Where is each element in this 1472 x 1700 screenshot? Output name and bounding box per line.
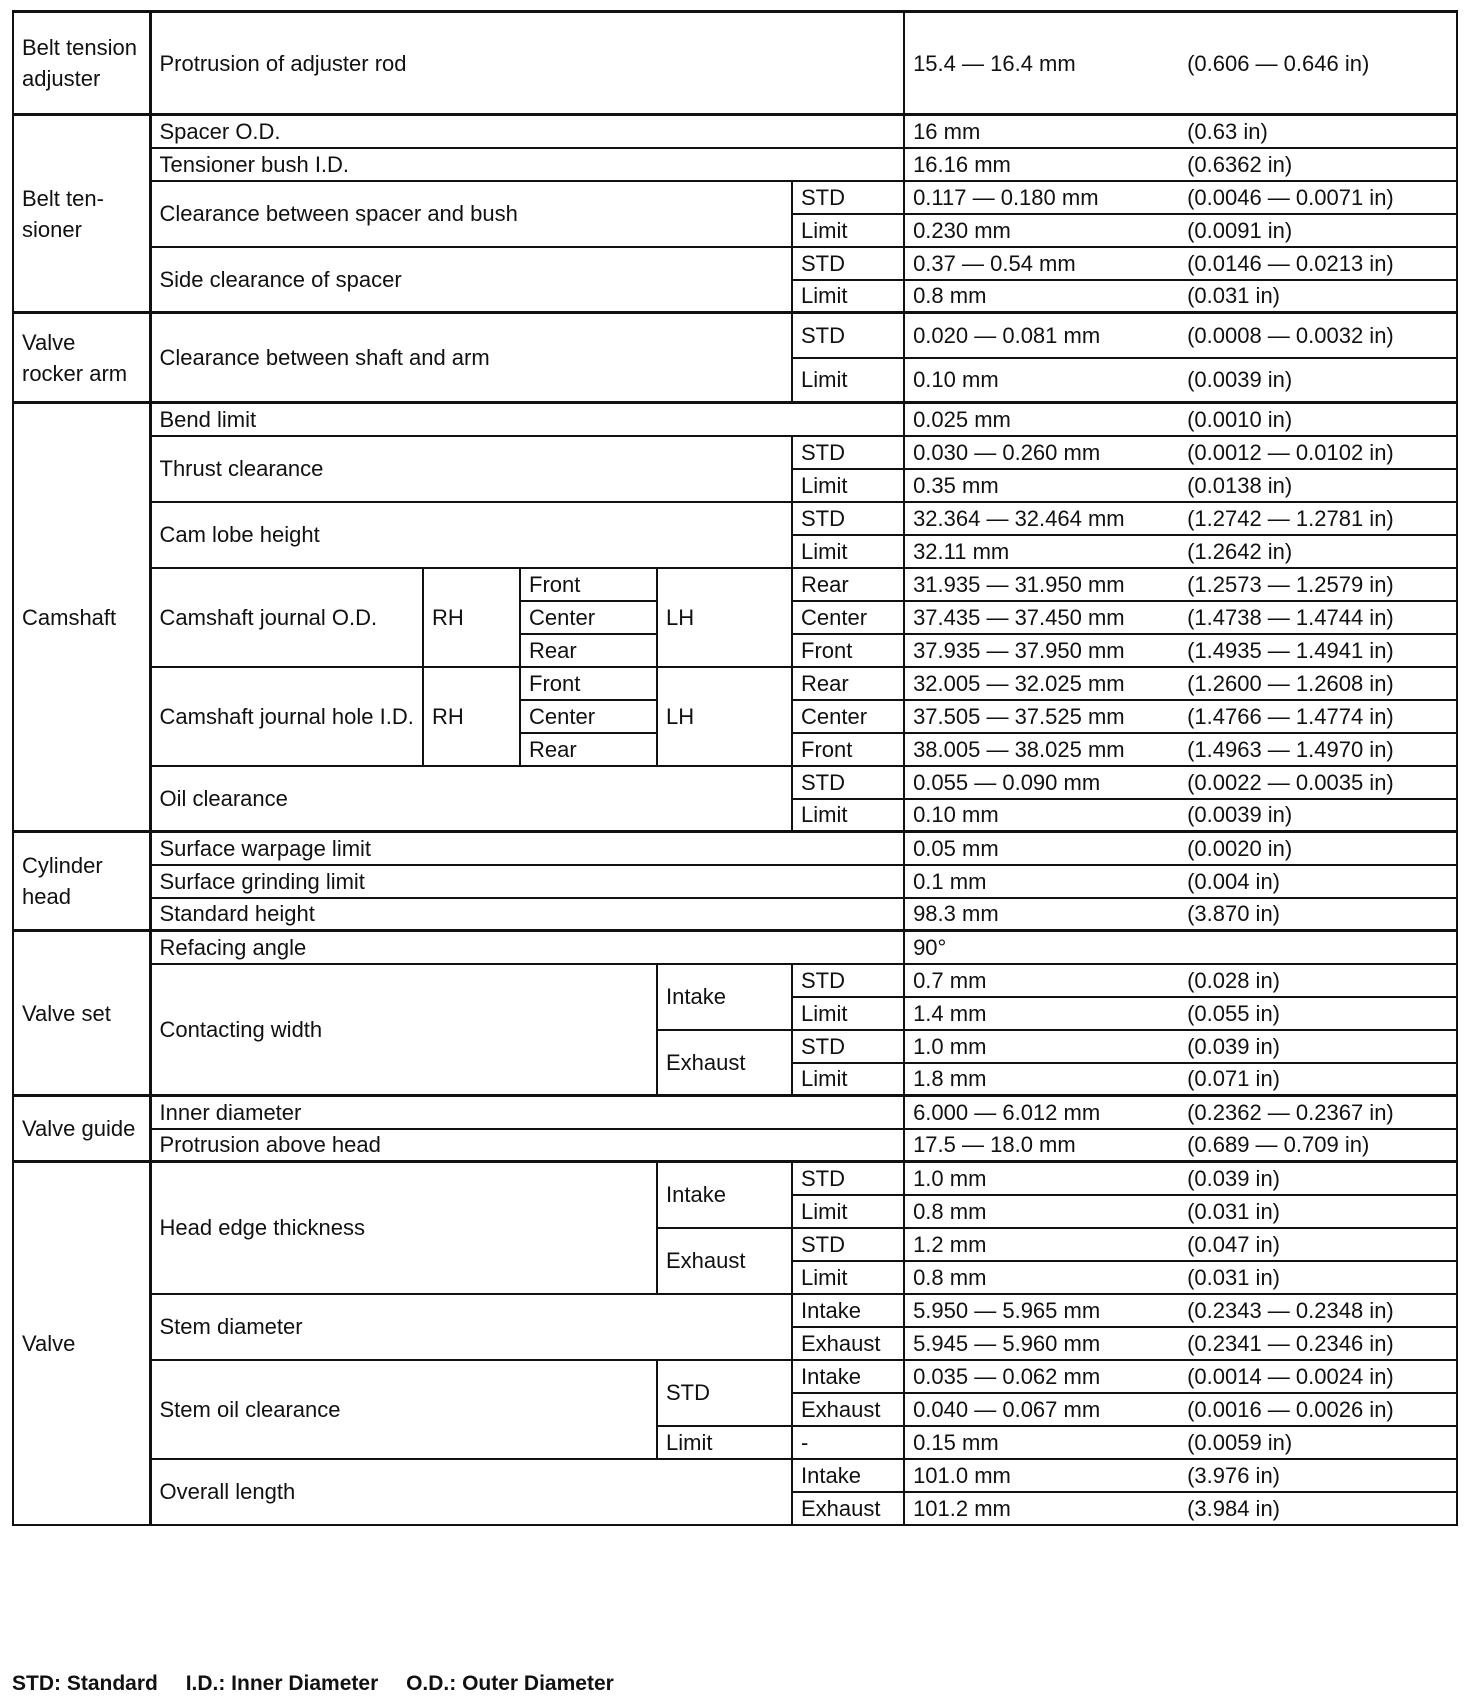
legend-std: STD: Standard — [12, 1672, 158, 1695]
sub-label: - — [792, 1426, 904, 1459]
table-row — [13, 436, 1457, 469]
value-in: (0.031 in) — [1179, 1261, 1457, 1294]
sub-label: Exhaust — [792, 1327, 904, 1360]
position-label: Rear — [792, 667, 904, 700]
kind-label: STD — [657, 1360, 792, 1426]
value-in: (0.0138 in) — [1179, 469, 1457, 502]
value-mm: 1.8 mm — [904, 1063, 1179, 1096]
value-mm: 0.37 — 0.54 mm — [904, 247, 1179, 280]
legend-id: I.D.: Inner Diameter — [185, 1672, 379, 1695]
value-in: (0.031 in) — [1179, 280, 1457, 313]
value-mm: 37.935 — 37.950 mm — [904, 634, 1179, 667]
section-label: Camshaft — [13, 403, 150, 832]
value-in: (3.976 in) — [1179, 1459, 1457, 1492]
sub-label: STD — [792, 313, 904, 358]
value-in: (1.2573 — 1.2579 in) — [1179, 568, 1457, 601]
value-mm: 0.7 mm — [904, 964, 1179, 997]
position-label: Rear — [520, 733, 657, 766]
item-label: Protrusion of adjuster rod — [150, 12, 904, 115]
value-mm: 37.435 — 37.450 mm — [904, 601, 1179, 634]
section-label: Valve guide — [13, 1096, 150, 1162]
table-row — [13, 667, 1457, 700]
item-label: Camshaft journal O.D. — [150, 568, 423, 667]
value-in: (1.4738 — 1.4744 in) — [1179, 601, 1457, 634]
value-mm: 98.3 mm — [904, 898, 1179, 931]
sub-label: STD — [792, 1162, 904, 1195]
value-in: (0.0022 — 0.0035 in) — [1179, 766, 1457, 799]
item-label: Clearance between shaft and arm — [150, 313, 792, 403]
value-mm: 16 mm — [904, 115, 1179, 148]
value-in: (3.984 in) — [1179, 1492, 1457, 1525]
position-label: Rear — [520, 634, 657, 667]
kind-label: Limit — [657, 1426, 792, 1459]
table-row — [13, 502, 1457, 535]
position-label: Front — [792, 634, 904, 667]
value-mm: 0.8 mm — [904, 280, 1179, 313]
item-label: Side clearance of spacer — [150, 247, 792, 313]
item-label: Stem oil clearance — [150, 1360, 657, 1459]
sub-label: Intake — [792, 1459, 904, 1492]
table-row — [13, 403, 1457, 436]
item-label: Tensioner bush I.D. — [150, 148, 904, 181]
value-in: (1.2600 — 1.2608 in) — [1179, 667, 1457, 700]
legend-od: O.D.: Outer Diameter — [406, 1672, 614, 1695]
value-mm: 0.030 — 0.260 mm — [904, 436, 1179, 469]
sub-label: Limit — [792, 799, 904, 832]
section-label: Valve rocker arm — [13, 313, 150, 403]
value-mm: 5.950 — 5.965 mm — [904, 1294, 1179, 1327]
sub-label: STD — [792, 247, 904, 280]
value-mm: 0.35 mm — [904, 469, 1179, 502]
value-in: (0.0039 in) — [1179, 799, 1457, 832]
position-label: Front — [792, 733, 904, 766]
sub-label: Limit — [792, 997, 904, 1030]
value-mm: 0.040 — 0.067 mm — [904, 1393, 1179, 1426]
value-in: (0.0012 — 0.0102 in) — [1179, 436, 1457, 469]
side-label: LH — [657, 667, 792, 766]
value-in: (0.004 in) — [1179, 865, 1457, 898]
value-in: (0.0016 — 0.0026 in) — [1179, 1393, 1457, 1426]
sub-label: STD — [792, 436, 904, 469]
value-mm: 1.4 mm — [904, 997, 1179, 1030]
side-label: RH — [423, 568, 520, 667]
value-mm: 1.2 mm — [904, 1228, 1179, 1261]
table-row — [13, 898, 1457, 931]
kind-label: Exhaust — [657, 1228, 792, 1294]
sub-label: Intake — [792, 1294, 904, 1327]
section-label: Belt tension adjuster — [13, 12, 150, 115]
table-row — [13, 247, 1457, 280]
item-label: Cam lobe height — [150, 502, 792, 568]
item-label: Contacting width — [150, 964, 657, 1096]
sub-label: STD — [792, 1030, 904, 1063]
value-mm: 37.505 — 37.525 mm — [904, 700, 1179, 733]
value-mm: 15.4 — 16.4 mm — [904, 12, 1179, 115]
value-in: (0.0008 — 0.0032 in) — [1179, 313, 1457, 358]
kind-label: Exhaust — [657, 1030, 792, 1096]
item-label: Bend limit — [150, 403, 904, 436]
value-in: (0.047 in) — [1179, 1228, 1457, 1261]
abbreviation-legend — [12, 1672, 636, 1696]
sub-label: Exhaust — [792, 1393, 904, 1426]
value-mm: 0.05 mm — [904, 832, 1179, 865]
table-row — [13, 1162, 1457, 1195]
section-label: Belt ten- sioner — [13, 115, 150, 313]
value-mm: 101.0 mm — [904, 1459, 1179, 1492]
item-label: Oil clearance — [150, 766, 792, 832]
value-mm: 0.230 mm — [904, 214, 1179, 247]
table-row — [13, 1294, 1457, 1327]
sub-label: STD — [792, 502, 904, 535]
table-row — [13, 148, 1457, 181]
value-mm: 101.2 mm — [904, 1492, 1179, 1525]
table-row — [13, 568, 1457, 601]
item-label: Clearance between spacer and bush — [150, 181, 792, 247]
value-mm: 17.5 — 18.0 mm — [904, 1129, 1179, 1162]
value-mm: 32.11 mm — [904, 535, 1179, 568]
sub-label: Limit — [792, 1261, 904, 1294]
value-in: (0.039 in) — [1179, 1030, 1457, 1063]
value-in: (0.0010 in) — [1179, 403, 1457, 436]
value-in: (0.63 in) — [1179, 115, 1457, 148]
value-in: (0.0091 in) — [1179, 214, 1457, 247]
value-in: (0.0146 — 0.0213 in) — [1179, 247, 1457, 280]
sub-label: Limit — [792, 358, 904, 403]
value-mm: 38.005 — 38.025 mm — [904, 733, 1179, 766]
sub-label: Exhaust — [792, 1492, 904, 1525]
position-label: Rear — [792, 568, 904, 601]
value-in: (0.055 in) — [1179, 997, 1457, 1030]
table-row — [13, 931, 1457, 964]
section-label: Cylinder head — [13, 832, 150, 931]
item-label: Thrust clearance — [150, 436, 792, 502]
value-in: (0.2343 — 0.2348 in) — [1179, 1294, 1457, 1327]
table-row — [13, 766, 1457, 799]
position-label: Center — [792, 601, 904, 634]
value-in: (0.0020 in) — [1179, 832, 1457, 865]
section-label: Valve — [13, 1162, 150, 1525]
sub-label: Intake — [792, 1360, 904, 1393]
value-mm: 0.020 — 0.081 mm — [904, 313, 1179, 358]
side-label: RH — [423, 667, 520, 766]
value-mm: 0.15 mm — [904, 1426, 1179, 1459]
table-row — [13, 832, 1457, 865]
sub-label: STD — [792, 964, 904, 997]
side-label: LH — [657, 568, 792, 667]
table-row — [13, 1459, 1457, 1492]
sub-label: Limit — [792, 214, 904, 247]
position-label: Front — [520, 667, 657, 700]
value-in: (0.071 in) — [1179, 1063, 1457, 1096]
value-in: (0.0039 in) — [1179, 358, 1457, 403]
value-in: (0.2362 — 0.2367 in) — [1179, 1096, 1457, 1129]
value-in: (0.6362 in) — [1179, 148, 1457, 181]
value-mm: 6.000 — 6.012 mm — [904, 1096, 1179, 1129]
sub-label: Limit — [792, 469, 904, 502]
value-in: (0.689 — 0.709 in) — [1179, 1129, 1457, 1162]
item-label: Spacer O.D. — [150, 115, 904, 148]
specifications-table — [12, 10, 1458, 1526]
value-mm: 32.364 — 32.464 mm — [904, 502, 1179, 535]
sub-label: Limit — [792, 280, 904, 313]
value-mm: 0.035 — 0.062 mm — [904, 1360, 1179, 1393]
item-label: Overall length — [150, 1459, 792, 1525]
sub-label: STD — [792, 1228, 904, 1261]
item-label: Surface grinding limit — [150, 865, 904, 898]
sub-label: STD — [792, 181, 904, 214]
value-mm: 0.8 mm — [904, 1195, 1179, 1228]
value-in: (1.2642 in) — [1179, 535, 1457, 568]
kind-label: Intake — [657, 1162, 792, 1228]
value-in: (1.2742 — 1.2781 in) — [1179, 502, 1457, 535]
value-in: (0.0014 — 0.0024 in) — [1179, 1360, 1457, 1393]
table-row — [13, 115, 1457, 148]
value-mm: 16.16 mm — [904, 148, 1179, 181]
sub-label: STD — [792, 766, 904, 799]
value-mm: 5.945 — 5.960 mm — [904, 1327, 1179, 1360]
value-mm: 32.005 — 32.025 mm — [904, 667, 1179, 700]
sub-label: Limit — [792, 535, 904, 568]
table-row — [13, 865, 1457, 898]
value-in: (0.2341 — 0.2346 in) — [1179, 1327, 1457, 1360]
value-mm: 1.0 mm — [904, 1030, 1179, 1063]
value-mm: 31.935 — 31.950 mm — [904, 568, 1179, 601]
value-in: (0.0059 in) — [1179, 1426, 1457, 1459]
value-in: (1.4963 — 1.4970 in) — [1179, 733, 1457, 766]
value-mm: 0.8 mm — [904, 1261, 1179, 1294]
item-label: Surface warpage limit — [150, 832, 904, 865]
value-in: (1.4766 — 1.4774 in) — [1179, 700, 1457, 733]
position-label: Center — [520, 700, 657, 733]
value-in: (0.031 in) — [1179, 1195, 1457, 1228]
item-label: Camshaft journal hole I.D. — [150, 667, 423, 766]
value-in: (0.606 — 0.646 in) — [1179, 12, 1457, 115]
table-row — [13, 181, 1457, 214]
table-row — [13, 1096, 1457, 1129]
sub-label: Limit — [792, 1195, 904, 1228]
table-row — [13, 12, 1457, 115]
item-label: Standard height — [150, 898, 904, 931]
kind-label: Intake — [657, 964, 792, 1030]
table-row — [13, 313, 1457, 358]
value-mm: 0.055 — 0.090 mm — [904, 766, 1179, 799]
value-mm: 0.10 mm — [904, 358, 1179, 403]
value-mm: 0.025 mm — [904, 403, 1179, 436]
value-in: (0.039 in) — [1179, 1162, 1457, 1195]
item-label: Stem diameter — [150, 1294, 792, 1360]
table-row — [13, 964, 1457, 997]
sub-label: Limit — [792, 1063, 904, 1096]
table-row — [13, 1129, 1457, 1162]
section-label: Valve set — [13, 931, 150, 1096]
value-in: (0.0046 — 0.0071 in) — [1179, 181, 1457, 214]
value-in: (3.870 in) — [1179, 898, 1457, 931]
item-label: Head edge thickness — [150, 1162, 657, 1294]
position-label: Center — [792, 700, 904, 733]
value-mm: 1.0 mm — [904, 1162, 1179, 1195]
value-in: (1.4935 — 1.4941 in) — [1179, 634, 1457, 667]
position-label: Center — [520, 601, 657, 634]
value: 90° — [904, 931, 1457, 964]
position-label: Front — [520, 568, 657, 601]
item-label: Inner diameter — [150, 1096, 904, 1129]
value-mm: 0.10 mm — [904, 799, 1179, 832]
item-label: Refacing angle — [150, 931, 904, 964]
table-row — [13, 1360, 1457, 1393]
item-label: Protrusion above head — [150, 1129, 904, 1162]
value-mm: 0.117 — 0.180 mm — [904, 181, 1179, 214]
value-in: (0.028 in) — [1179, 964, 1457, 997]
value-mm: 0.1 mm — [904, 865, 1179, 898]
